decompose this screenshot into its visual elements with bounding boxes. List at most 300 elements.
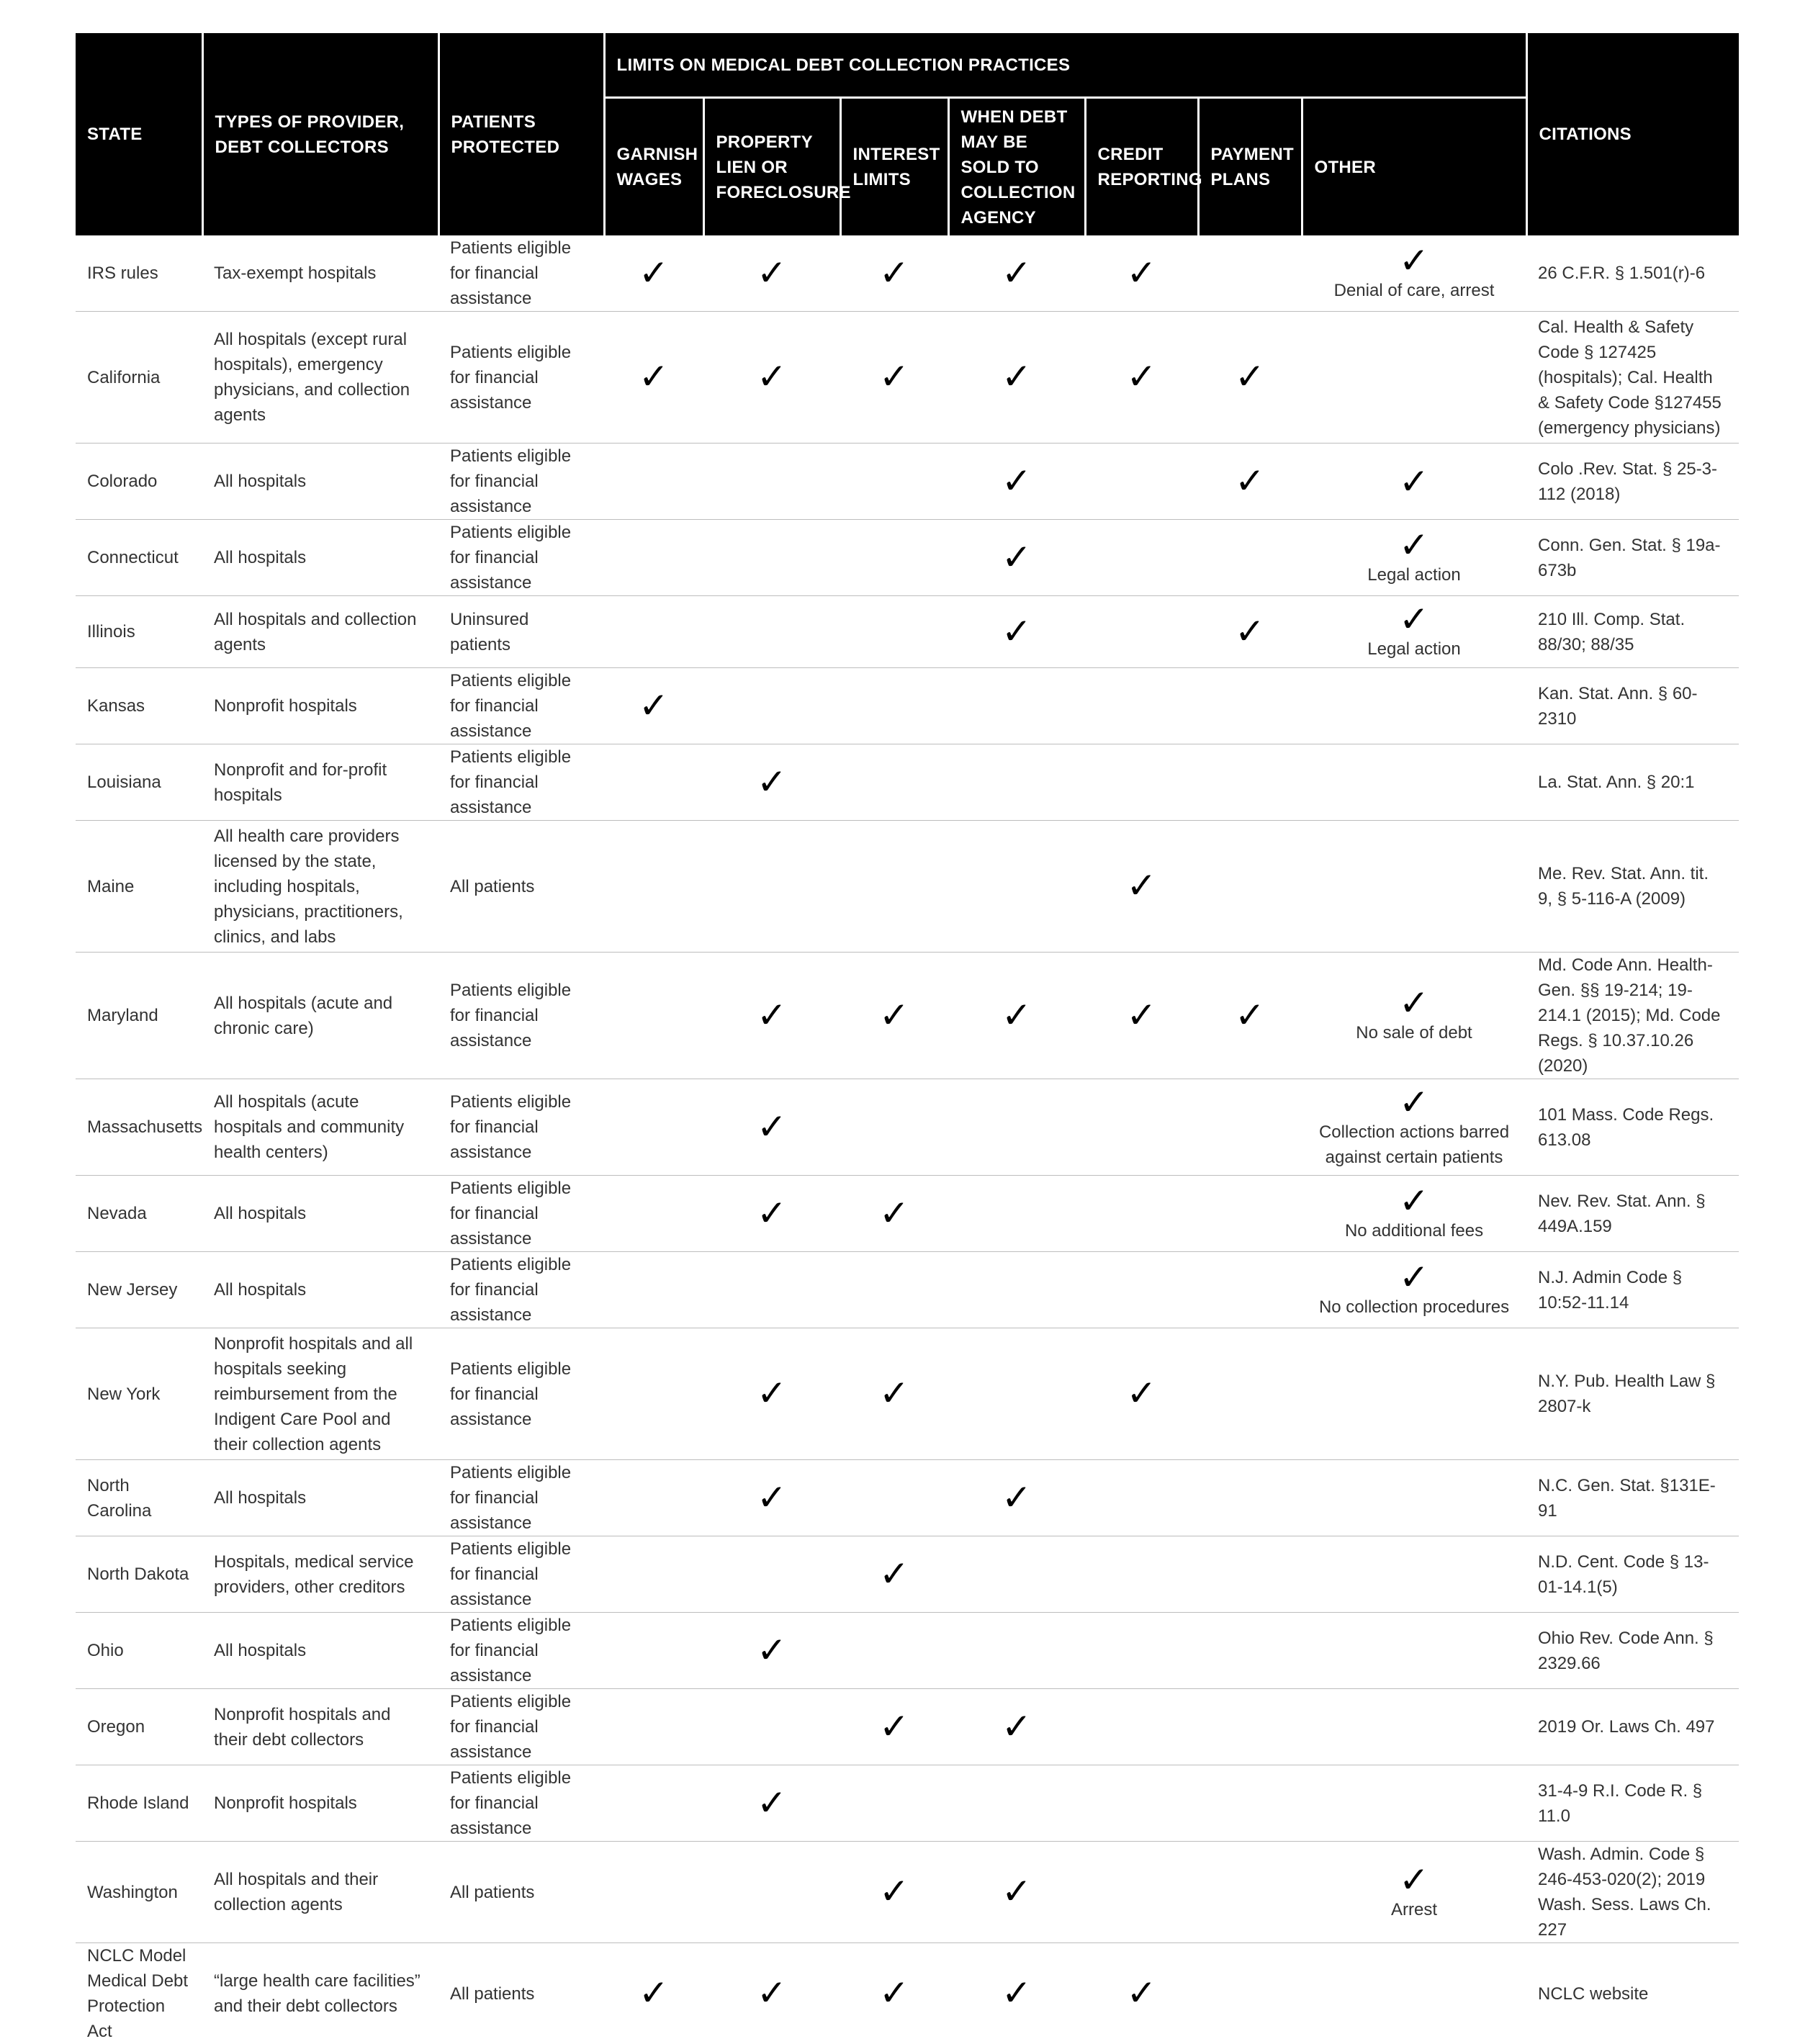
state-cell: Maine xyxy=(76,821,202,953)
check-mark-icon: ✓ xyxy=(1002,1480,1032,1516)
state-cell: New Jersey xyxy=(76,1252,202,1328)
state-cell: IRS rules xyxy=(76,235,202,312)
garnish-wages-cell xyxy=(604,312,703,444)
table-row xyxy=(76,744,1739,821)
table-row xyxy=(76,444,1739,520)
payment-plans-cell xyxy=(1198,1689,1302,1765)
state-cell: California xyxy=(76,312,202,444)
payment-plans-cell xyxy=(1198,1328,1302,1460)
check-mark-icon: ✓ xyxy=(1309,986,1519,1020)
header-debt-sold: WHEN DEBT MAY BE SOLD TO COLLECTION AGENCY xyxy=(948,98,1085,236)
citation-cell: Cal. Health & Safety Code § 127425 (hospitals); Cal. Health & Safety Code §127455 (emergency physicians) xyxy=(1526,312,1739,444)
interest-limits-cell xyxy=(840,1943,948,2044)
other-note: No additional fees xyxy=(1309,1218,1519,1243)
property-lien-cell xyxy=(703,444,840,520)
credit-reporting-cell xyxy=(1085,1079,1198,1176)
credit-reporting-cell xyxy=(1085,1943,1198,2044)
debt-sold-cell xyxy=(948,1252,1085,1328)
check-mark-icon: ✓ xyxy=(1127,868,1157,904)
debt-sold-cell xyxy=(948,1765,1085,1842)
table-row xyxy=(76,953,1739,1079)
table-body xyxy=(76,235,1739,2044)
provider-types-cell: All hospitals xyxy=(202,444,438,520)
check-mark-icon: ✓ xyxy=(1002,1708,1032,1744)
payment-plans-cell xyxy=(1198,1079,1302,1176)
credit-reporting-cell xyxy=(1085,312,1198,444)
patients-protected-cell: Patients eligible for financial assistance xyxy=(438,312,604,444)
payment-plans-cell xyxy=(1198,312,1302,444)
check-mark-icon: ✓ xyxy=(879,255,909,291)
citation-cell: Conn. Gen. Stat. § 19a-673b xyxy=(1526,520,1739,596)
other-cell xyxy=(1302,1252,1526,1328)
other-cell xyxy=(1302,668,1526,744)
interest-limits-cell xyxy=(840,744,948,821)
state-cell: Connecticut xyxy=(76,520,202,596)
other-cell xyxy=(1302,1328,1526,1460)
property-lien-cell xyxy=(703,744,840,821)
patients-protected-cell: All patients xyxy=(438,1842,604,1943)
check-mark-icon: ✓ xyxy=(757,1632,787,1668)
table-header xyxy=(76,33,1739,235)
state-cell: Nevada xyxy=(76,1176,202,1252)
garnish-wages-cell xyxy=(604,1689,703,1765)
interest-limits-cell xyxy=(840,1689,948,1765)
patients-protected-cell: Uninsured patients xyxy=(438,596,604,668)
property-lien-cell xyxy=(703,596,840,668)
garnish-wages-cell xyxy=(604,1328,703,1460)
other-cell xyxy=(1302,1613,1526,1689)
check-mark-icon: ✓ xyxy=(757,255,787,291)
provider-types-cell: All health care providers licensed by the state, including hospitals, physicians, practitioners, clinics, and labs xyxy=(202,821,438,953)
check-mark-icon: ✓ xyxy=(1002,359,1032,395)
payment-plans-cell xyxy=(1198,596,1302,668)
other-cell xyxy=(1302,1689,1526,1765)
provider-types-cell: Hospitals, medical service providers, other creditors xyxy=(202,1536,438,1613)
payment-plans-cell xyxy=(1198,953,1302,1079)
state-cell: Colorado xyxy=(76,444,202,520)
garnish-wages-cell xyxy=(604,1536,703,1613)
state-cell: Illinois xyxy=(76,596,202,668)
other-cell xyxy=(1302,596,1526,668)
property-lien-cell xyxy=(703,312,840,444)
debt-sold-cell xyxy=(948,668,1085,744)
payment-plans-cell xyxy=(1198,444,1302,520)
other-cell xyxy=(1302,1842,1526,1943)
citation-cell: 2019 Or. Laws Ch. 497 xyxy=(1526,1689,1739,1765)
property-lien-cell xyxy=(703,1252,840,1328)
citation-cell: NCLC website xyxy=(1526,1943,1739,2044)
check-mark-icon: ✓ xyxy=(757,1195,787,1231)
other-cell xyxy=(1302,953,1526,1079)
garnish-wages-cell xyxy=(604,1176,703,1252)
state-cell: NCLC Model Medical Debt Protection Act xyxy=(76,1943,202,2044)
header-payment-plans: PAYMENT PLANS xyxy=(1198,98,1302,236)
check-mark-icon: ✓ xyxy=(879,1195,909,1231)
credit-reporting-cell xyxy=(1085,1460,1198,1536)
property-lien-cell xyxy=(703,1536,840,1613)
table-row xyxy=(76,1536,1739,1613)
interest-limits-cell xyxy=(840,1328,948,1460)
check-mark-icon: ✓ xyxy=(1309,1260,1519,1295)
credit-reporting-cell xyxy=(1085,520,1198,596)
provider-types-cell: All hospitals (acute and chronic care) xyxy=(202,953,438,1079)
interest-limits-cell xyxy=(840,1536,948,1613)
payment-plans-cell xyxy=(1198,668,1302,744)
check-mark-icon: ✓ xyxy=(1309,1184,1519,1218)
interest-limits-cell xyxy=(840,596,948,668)
table-row xyxy=(76,312,1739,444)
check-mark-icon: ✓ xyxy=(879,1556,909,1592)
interest-limits-cell xyxy=(840,668,948,744)
patients-protected-cell: Patients eligible for financial assistance xyxy=(438,235,604,312)
other-cell xyxy=(1302,1079,1526,1176)
garnish-wages-cell xyxy=(604,444,703,520)
patients-protected-cell: Patients eligible for financial assistance xyxy=(438,1252,604,1328)
payment-plans-cell xyxy=(1198,1252,1302,1328)
header-other: OTHER xyxy=(1302,98,1526,236)
check-mark-icon: ✓ xyxy=(1002,613,1032,649)
table-row xyxy=(76,1460,1739,1536)
payment-plans-cell xyxy=(1198,1176,1302,1252)
debt-sold-cell xyxy=(948,821,1085,953)
payment-plans-cell xyxy=(1198,744,1302,821)
table-row xyxy=(76,821,1739,953)
credit-reporting-cell xyxy=(1085,235,1198,312)
check-mark-icon: ✓ xyxy=(879,1375,909,1411)
interest-limits-cell xyxy=(840,1460,948,1536)
credit-reporting-cell xyxy=(1085,1689,1198,1765)
property-lien-cell xyxy=(703,668,840,744)
other-cell xyxy=(1302,1765,1526,1842)
check-mark-icon: ✓ xyxy=(879,997,909,1033)
state-cell: Massachusetts xyxy=(76,1079,202,1176)
table-row xyxy=(76,235,1739,312)
table-row xyxy=(76,1328,1739,1460)
check-mark-icon: ✓ xyxy=(1127,255,1157,291)
check-mark-icon: ✓ xyxy=(757,1109,787,1145)
property-lien-cell xyxy=(703,235,840,312)
garnish-wages-cell xyxy=(604,1842,703,1943)
payment-plans-cell xyxy=(1198,1613,1302,1689)
state-cell: Ohio xyxy=(76,1613,202,1689)
debt-sold-cell xyxy=(948,1689,1085,1765)
citation-cell: Kan. Stat. Ann. § 60-2310 xyxy=(1526,668,1739,744)
property-lien-cell xyxy=(703,1765,840,1842)
table-row xyxy=(76,668,1739,744)
check-mark-icon: ✓ xyxy=(757,1480,787,1516)
check-mark-icon: ✓ xyxy=(1235,613,1265,649)
other-cell xyxy=(1302,1536,1526,1613)
header-patients-protected: PATIENTS PROTECTED xyxy=(438,33,604,235)
citation-cell: 31-4-9 R.I. Code R. § 11.0 xyxy=(1526,1765,1739,1842)
provider-types-cell: All hospitals xyxy=(202,1613,438,1689)
state-cell: Washington xyxy=(76,1842,202,1943)
check-mark-icon: ✓ xyxy=(879,359,909,395)
table-row xyxy=(76,1252,1739,1328)
debt-sold-cell xyxy=(948,596,1085,668)
interest-limits-cell xyxy=(840,1765,948,1842)
provider-types-cell: Nonprofit and for-profit hospitals xyxy=(202,744,438,821)
interest-limits-cell xyxy=(840,520,948,596)
garnish-wages-cell xyxy=(604,1765,703,1842)
credit-reporting-cell xyxy=(1085,953,1198,1079)
garnish-wages-cell xyxy=(604,1252,703,1328)
check-mark-icon: ✓ xyxy=(639,255,669,291)
patients-protected-cell: Patients eligible for financial assistance xyxy=(438,1765,604,1842)
garnish-wages-cell xyxy=(604,821,703,953)
interest-limits-cell xyxy=(840,1842,948,1943)
citation-cell: N.J. Admin Code § 10:52-11.14 xyxy=(1526,1252,1739,1328)
payment-plans-cell xyxy=(1198,821,1302,953)
credit-reporting-cell xyxy=(1085,1842,1198,1943)
citation-cell: Me. Rev. Stat. Ann. tit. 9, § 5-116-A (2009) xyxy=(1526,821,1739,953)
patients-protected-cell: Patients eligible for financial assistance xyxy=(438,1176,604,1252)
state-cell: Louisiana xyxy=(76,744,202,821)
other-note: No sale of debt xyxy=(1309,1020,1519,1045)
other-cell xyxy=(1302,444,1526,520)
interest-limits-cell xyxy=(840,953,948,1079)
patients-protected-cell: Patients eligible for financial assistance xyxy=(438,1536,604,1613)
patients-protected-cell: Patients eligible for financial assistance xyxy=(438,1613,604,1689)
citation-cell: Colo .Rev. Stat. § 25-3-112 (2018) xyxy=(1526,444,1739,520)
check-mark-icon: ✓ xyxy=(1127,997,1157,1033)
medical-debt-table-container xyxy=(76,33,1739,2044)
citation-cell: 101 Mass. Code Regs. 613.08 xyxy=(1526,1079,1739,1176)
patients-protected-cell: Patients eligible for financial assistance xyxy=(438,1689,604,1765)
header-provider-types: TYPES OF PROVIDER, DEBT COLLECTORS xyxy=(202,33,438,235)
citation-cell: N.Y. Pub. Health Law § 2807-k xyxy=(1526,1328,1739,1460)
debt-sold-cell xyxy=(948,1842,1085,1943)
property-lien-cell xyxy=(703,1176,840,1252)
patients-protected-cell: Patients eligible for financial assistance xyxy=(438,1079,604,1176)
other-note: Denial of care, arrest xyxy=(1309,278,1519,303)
check-mark-icon: ✓ xyxy=(639,359,669,395)
check-mark-icon: ✓ xyxy=(1309,528,1519,562)
credit-reporting-cell xyxy=(1085,1613,1198,1689)
check-mark-icon: ✓ xyxy=(1002,1975,1032,2011)
patients-protected-cell: Patients eligible for financial assistance xyxy=(438,1328,604,1460)
other-cell xyxy=(1302,520,1526,596)
header-interest-limits: INTEREST LIMITS xyxy=(840,98,948,236)
state-cell: Maryland xyxy=(76,953,202,1079)
check-mark-icon: ✓ xyxy=(879,1975,909,2011)
state-cell: North Carolina xyxy=(76,1460,202,1536)
garnish-wages-cell xyxy=(604,596,703,668)
citation-cell: 26 C.F.R. § 1.501(r)-6 xyxy=(1526,235,1739,312)
other-note: No collection procedures xyxy=(1309,1295,1519,1320)
debt-sold-cell xyxy=(948,1328,1085,1460)
garnish-wages-cell xyxy=(604,668,703,744)
citation-cell: Nev. Rev. Stat. Ann. § 449A.159 xyxy=(1526,1176,1739,1252)
header-credit-reporting: CREDIT REPORTING xyxy=(1085,98,1198,236)
property-lien-cell xyxy=(703,1079,840,1176)
check-mark-icon: ✓ xyxy=(1309,243,1519,278)
credit-reporting-cell xyxy=(1085,1252,1198,1328)
other-cell xyxy=(1302,744,1526,821)
check-mark-icon: ✓ xyxy=(1127,1375,1157,1411)
garnish-wages-cell xyxy=(604,520,703,596)
property-lien-cell xyxy=(703,1613,840,1689)
interest-limits-cell xyxy=(840,235,948,312)
state-cell: Oregon xyxy=(76,1689,202,1765)
table-row xyxy=(76,1689,1739,1765)
table-row xyxy=(76,1765,1739,1842)
garnish-wages-cell xyxy=(604,744,703,821)
check-mark-icon: ✓ xyxy=(757,1375,787,1411)
patients-protected-cell: All patients xyxy=(438,821,604,953)
interest-limits-cell xyxy=(840,821,948,953)
table-row xyxy=(76,520,1739,596)
property-lien-cell xyxy=(703,821,840,953)
citation-cell: La. Stat. Ann. § 20:1 xyxy=(1526,744,1739,821)
citation-cell: Md. Code Ann. Health-Gen. §§ 19-214; 19-214.1 (2015); Md. Code Regs. § 10.37.10.26 (2020) xyxy=(1526,953,1739,1079)
property-lien-cell xyxy=(703,1460,840,1536)
check-mark-icon: ✓ xyxy=(639,688,669,724)
other-cell xyxy=(1302,821,1526,953)
other-note: Arrest xyxy=(1309,1897,1519,1922)
check-mark-icon: ✓ xyxy=(1002,463,1032,499)
interest-limits-cell xyxy=(840,312,948,444)
citation-cell: Wash. Admin. Code § 246-453-020(2); 2019 Wash. Sess. Laws Ch. 227 xyxy=(1526,1842,1739,1943)
payment-plans-cell xyxy=(1198,1765,1302,1842)
check-mark-icon: ✓ xyxy=(757,1785,787,1821)
interest-limits-cell xyxy=(840,1613,948,1689)
header-state: STATE xyxy=(76,33,202,235)
garnish-wages-cell xyxy=(604,1943,703,2044)
patients-protected-cell: Patients eligible for financial assistance xyxy=(438,520,604,596)
debt-sold-cell xyxy=(948,520,1085,596)
provider-types-cell: All hospitals and collection agents xyxy=(202,596,438,668)
credit-reporting-cell xyxy=(1085,1536,1198,1613)
provider-types-cell: Nonprofit hospitals and all hospitals seeking reimbursement from the Indigent Care Pool and their collection agents xyxy=(202,1328,438,1460)
check-mark-icon: ✓ xyxy=(1309,602,1519,636)
other-note: Legal action xyxy=(1309,636,1519,662)
provider-types-cell: Nonprofit hospitals xyxy=(202,1765,438,1842)
check-mark-icon: ✓ xyxy=(757,764,787,800)
check-mark-icon: ✓ xyxy=(757,1975,787,2011)
other-cell xyxy=(1302,235,1526,312)
table-row xyxy=(76,1079,1739,1176)
patients-protected-cell: Patients eligible for financial assistance xyxy=(438,953,604,1079)
property-lien-cell xyxy=(703,1328,840,1460)
property-lien-cell xyxy=(703,953,840,1079)
property-lien-cell xyxy=(703,1689,840,1765)
citation-cell: Ohio Rev. Code Ann. § 2329.66 xyxy=(1526,1613,1739,1689)
payment-plans-cell xyxy=(1198,1536,1302,1613)
property-lien-cell xyxy=(703,1943,840,2044)
property-lien-cell xyxy=(703,520,840,596)
credit-reporting-cell xyxy=(1085,596,1198,668)
check-mark-icon: ✓ xyxy=(757,997,787,1033)
check-mark-icon: ✓ xyxy=(1235,359,1265,395)
citation-cell: N.D. Cent. Code § 13-01-14.1(5) xyxy=(1526,1536,1739,1613)
garnish-wages-cell xyxy=(604,1079,703,1176)
interest-limits-cell xyxy=(840,1176,948,1252)
provider-types-cell: All hospitals xyxy=(202,1460,438,1536)
debt-sold-cell xyxy=(948,444,1085,520)
citation-cell: 210 Ill. Comp. Stat. 88/30; 88/35 xyxy=(1526,596,1739,668)
debt-sold-cell xyxy=(948,1460,1085,1536)
provider-types-cell: All hospitals xyxy=(202,1252,438,1328)
provider-types-cell: Nonprofit hospitals xyxy=(202,668,438,744)
provider-types-cell: All hospitals (except rural hospitals), emergency physicians, and collection agents xyxy=(202,312,438,444)
interest-limits-cell xyxy=(840,444,948,520)
check-mark-icon: ✓ xyxy=(1235,997,1265,1033)
check-mark-icon: ✓ xyxy=(1002,539,1032,575)
debt-sold-cell xyxy=(948,235,1085,312)
debt-sold-cell xyxy=(948,1536,1085,1613)
check-mark-icon: ✓ xyxy=(879,1873,909,1909)
header-limits-group: LIMITS ON MEDICAL DEBT COLLECTION PRACTICES xyxy=(604,33,1526,98)
debt-sold-cell xyxy=(948,1943,1085,2044)
state-cell: New York xyxy=(76,1328,202,1460)
state-cell: North Dakota xyxy=(76,1536,202,1613)
provider-types-cell: Tax-exempt hospitals xyxy=(202,235,438,312)
property-lien-cell xyxy=(703,1842,840,1943)
payment-plans-cell xyxy=(1198,520,1302,596)
check-mark-icon: ✓ xyxy=(1309,1085,1519,1120)
check-mark-icon: ✓ xyxy=(1127,1975,1157,2011)
provider-types-cell: “large health care facilities” and their debt collectors xyxy=(202,1943,438,2044)
patients-protected-cell: Patients eligible for financial assistance xyxy=(438,744,604,821)
credit-reporting-cell xyxy=(1085,821,1198,953)
table-row xyxy=(76,1943,1739,2044)
debt-sold-cell xyxy=(948,1613,1085,1689)
check-mark-icon: ✓ xyxy=(639,1975,669,2011)
interest-limits-cell xyxy=(840,1079,948,1176)
debt-sold-cell xyxy=(948,1079,1085,1176)
table-row xyxy=(76,1842,1739,1943)
garnish-wages-cell xyxy=(604,1613,703,1689)
payment-plans-cell xyxy=(1198,1460,1302,1536)
payment-plans-cell xyxy=(1198,1943,1302,2044)
patients-protected-cell: All patients xyxy=(438,1943,604,2044)
debt-sold-cell xyxy=(948,744,1085,821)
check-mark-icon: ✓ xyxy=(1235,463,1265,499)
credit-reporting-cell xyxy=(1085,444,1198,520)
medical-debt-protections-table xyxy=(76,33,1739,2044)
other-cell xyxy=(1302,1943,1526,2044)
credit-reporting-cell xyxy=(1085,1176,1198,1252)
patients-protected-cell: Patients eligible for financial assistance xyxy=(438,444,604,520)
debt-sold-cell xyxy=(948,312,1085,444)
check-mark-icon: ✓ xyxy=(879,1708,909,1744)
debt-sold-cell xyxy=(948,1176,1085,1252)
other-cell xyxy=(1302,1176,1526,1252)
header-citations: CITATIONS xyxy=(1526,33,1739,235)
other-note: Collection actions barred against certain patients xyxy=(1309,1120,1519,1170)
payment-plans-cell xyxy=(1198,1842,1302,1943)
provider-types-cell: All hospitals (acute hospitals and community health centers) xyxy=(202,1079,438,1176)
interest-limits-cell xyxy=(840,1252,948,1328)
other-note: Legal action xyxy=(1309,562,1519,587)
check-mark-icon: ✓ xyxy=(1309,1863,1519,1897)
check-mark-icon: ✓ xyxy=(1002,255,1032,291)
credit-reporting-cell xyxy=(1085,1765,1198,1842)
header-garnish-wages: GARNISH WAGES xyxy=(604,98,703,236)
check-mark-icon: ✓ xyxy=(1127,359,1157,395)
table-row xyxy=(76,596,1739,668)
check-mark-icon: ✓ xyxy=(1002,1873,1032,1909)
provider-types-cell: All hospitals xyxy=(202,520,438,596)
credit-reporting-cell xyxy=(1085,668,1198,744)
other-cell xyxy=(1302,312,1526,444)
payment-plans-cell xyxy=(1198,235,1302,312)
garnish-wages-cell xyxy=(604,1460,703,1536)
credit-reporting-cell xyxy=(1085,744,1198,821)
credit-reporting-cell xyxy=(1085,1328,1198,1460)
provider-types-cell: All hospitals xyxy=(202,1176,438,1252)
